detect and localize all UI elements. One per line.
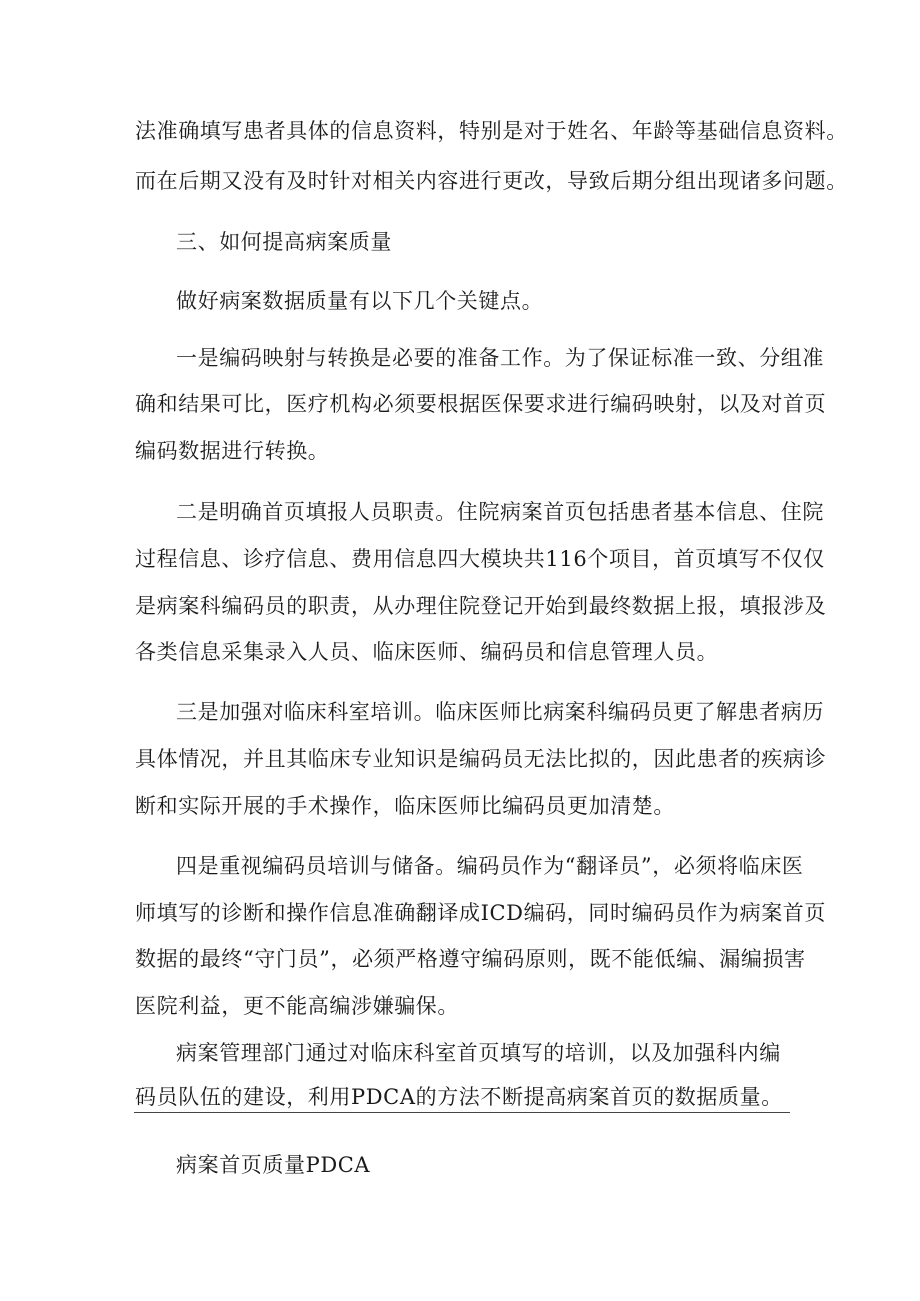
paragraph-line: 师填写的诊断和操作信息准确翻译成ICD编码，同时编码员作为病案首页	[135, 901, 826, 925]
paragraph-line: 是病案科编码员的职责，从办理住院登记开始到最终数据上报，填报涉及	[135, 594, 827, 618]
paragraph-line: 病案管理部门通过对临床科室首页填写的培训，以及加强科内编	[176, 1041, 781, 1065]
paragraph-line: 数据的最终“守门员”，必须严格遵守编码原则，既不能低编、漏编损害	[135, 947, 806, 971]
paragraph-line: 医院利益，更不能高编涉嫌骗保。	[135, 994, 459, 1018]
paragraph-line: 法准确填写患者具体的信息资料，特别是对于姓名、年龄等基础信息资料。	[135, 119, 848, 143]
paragraph-line: 码员队伍的建设，利用PDCA的方法不断提高病案首页的数据质量。	[135, 1085, 783, 1109]
paragraph-line: 一是编码映射与转换是必要的准备工作。为了保证标准一致、分组准	[176, 346, 824, 370]
paragraph-line: 二是明确首页填报人员职责。住院病案首页包括患者基本信息、住院	[176, 500, 824, 524]
paragraph-line: 四是重视编码员培训与储备。编码员作为“翻译员”，必须将临床医	[176, 854, 804, 878]
paragraph-line: 确和结果可比，医疗机构必须要根据医保要求进行编码映射，以及对首页	[135, 392, 827, 416]
paragraph-line: 具体情况，并且其临床专业知识是编码员无法比拟的，因此患者的疾病诊	[135, 747, 827, 771]
paragraph-line: 而在后期又没有及时针对相关内容进行更改，导致后期分组出现诸多问题。	[135, 169, 848, 193]
paragraph-line: 三是加强对临床科室培训。临床医师比病案科编码员更了解患者病历	[176, 700, 824, 724]
horizontal-divider	[134, 1112, 790, 1113]
paragraph-line: 做好病案数据质量有以下几个关键点。	[176, 289, 544, 313]
section-heading: 三、如何提高病案质量	[176, 230, 392, 254]
paragraph-line: 断和实际开展的手术操作，临床医师比编码员更加清楚。	[135, 794, 675, 818]
section-heading: 病案首页质量PDCA	[176, 1153, 371, 1177]
paragraph-line: 编码数据进行转换。	[135, 439, 330, 463]
paragraph-line: 过程信息、诊疗信息、费用信息四大模块共116个项目，首页填写不仅仅	[135, 547, 825, 571]
paragraph-line: 各类信息采集录入人员、临床医师、编码员和信息管理人员。	[135, 640, 719, 664]
